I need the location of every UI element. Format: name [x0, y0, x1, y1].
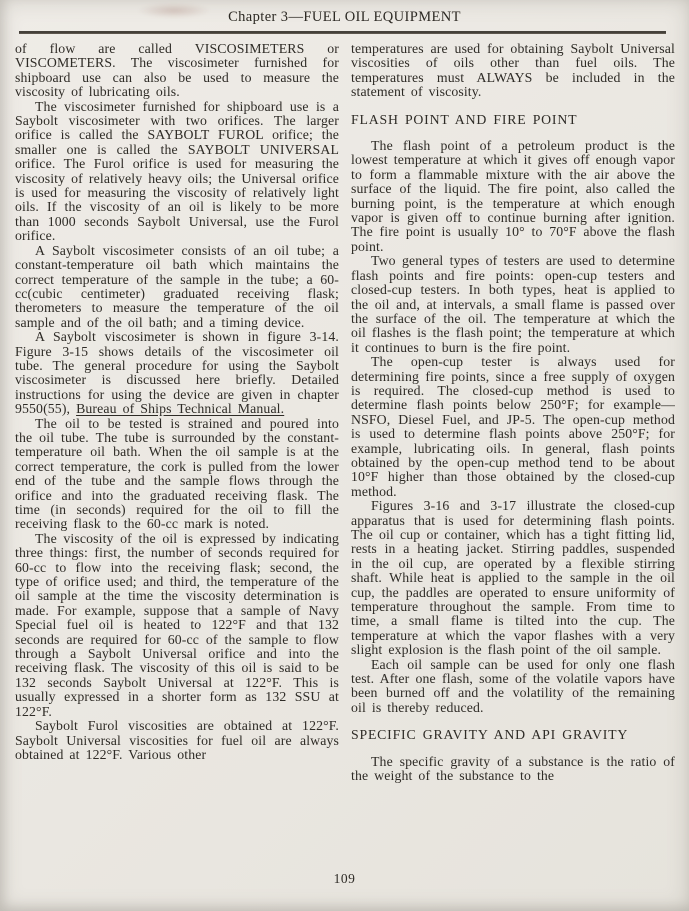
paragraph	[351, 355, 675, 499]
paragraph	[15, 244, 339, 330]
paragraph	[351, 755, 675, 784]
text-segment: Each oil sample can be used for only one flash test. After one flash, some of the volatile vapors have been burned off and the volatility of the remaining oil is thereby reduced.	[351, 656, 675, 715]
page-number: 109	[333, 871, 356, 886]
paragraph	[15, 719, 339, 762]
paragraph	[351, 254, 675, 355]
text-segment: The oil to be tested is strained and poured into the oil tube. The tube is surrounded by the constant-temperature oil bath. When the oil sample is at the correct temperature, the cork is pulled from the lower end of the tube and the sample flows through the orifice and into the graduated receiving flask. The time (in seconds) required for the oil to fill the receiving flask to the 60-cc mark is noted.	[15, 415, 339, 532]
section-heading: FLASH POINT AND FIRE POINT	[351, 111, 578, 127]
text-segment: A Saybolt viscosimeter consists of an oil tube; a constant-temperature oil bath which maintains the correct temperature of the sample in the tube; a 60-cc(cubic centimeter) graduated receiving flask; therometers to measure the temperature of the oil sample and of the oil bath; and a timing device.	[15, 242, 339, 330]
paragraph	[15, 330, 339, 416]
text-segment: The viscosity of the oil is expressed by indicating three things: first, the number of seconds required for 60-cc to flow into the receiving flask; second, the type of orifice used; and third, the temperature of the oil sample at the time the viscosity determination is made. For example, suppose that a sample of Navy Special fuel oil is heated to 122°F and that 132 seconds are required for 60-cc of the sample to flow through a Saybolt Universal orifice and into the receiving flask. The viscosity of this oil is said to be 132 seconds Saybolt Universal at 122°F. This is usually expressed in a shorter form as 132 SSU at 122°F.	[15, 530, 339, 719]
text-segment: of flow are called VISCOSIMETERS or VISCOMETERS. The viscosimeter furnished for shipboard use can also be used to measure the viscosity of lubricating oils.	[15, 41, 339, 100]
text-segment: The flash point of a petroleum product is the lowest temperature at which it gives off enough vapor to form a flammable mixture with the air above the surface of the liquid. The fire point, also called the burning point, is the temperature at which enough vapor is given off to continue burning after ignition. The fire point is usually 10° to 70°F above the flash point.	[351, 138, 675, 254]
left-column	[15, 42, 339, 784]
header-divider	[19, 31, 666, 34]
text-segment: The viscosimeter furnished for shipboard use is a Saybolt viscosimeter with two orifices. The larger orifice is called the SAYBOLT FUROL orifice; the smaller one is called the SAYBOLT UNIVERSAL orifice. The Furol orifice is used for measuring the viscosity of relatively heavy oils; the Universal orifice is used for measuring the viscosity of relatively light oils. If the viscosity of an oil is likely to be more than 1000 seconds Saybolt Universal, use the Furol orifice.	[15, 98, 339, 244]
paragraph	[15, 532, 339, 719]
text-segment: The specific gravity of a substance is the ratio of the weight of the substance to the	[351, 753, 675, 784]
paragraph	[351, 42, 675, 100]
two-column-text-body	[15, 42, 675, 784]
text-segment: Saybolt Furol viscosities are obtained at 122°F. Saybolt Universal viscosities for fuel oil are always obtained at 122°F. Various other	[15, 718, 339, 762]
paragraph	[351, 658, 675, 716]
text-segment: Two general types of testers are used to determine flash points and fire points: open-cup testers and closed-cup testers. In both types, heat is applied to the oil and, at intervals, a small flame is passed over the surface of the oil. The temperature at which the oil flashes is the flash point; the temperature at which it continues to burn is the fire point.	[351, 253, 675, 355]
paragraph	[15, 417, 339, 532]
right-column	[351, 42, 675, 784]
text-segment: temperatures are used for obtaining Saybolt Universal viscosities of oils other than fuel oils. The temperatures must ALWAYS be included in the statement of viscosity.	[351, 41, 675, 100]
text-segment: Figures 3-16 and 3-17 illustrate the closed-cup apparatus that is used for determining flash points. The oil cup or container, which has a tight fitting lid, rests in a heating jacket. Stirring paddles, suspended in the oil cup, are operated by a flexible stirring shaft. While heat is applied to the sample in the oil cup, the paddles are operated to ensure uniformity of temperature throughout the sample. From time to time, a small flame is tilted into the cup. The temperature at which the vapor flashes with a very slight explosion is the flash point of the oil sample.	[351, 498, 675, 658]
paragraph	[351, 499, 675, 657]
underlined-manual-reference: Bureau of Ships Technical Manual.	[76, 401, 285, 417]
chapter-header: Chapter 3—FUEL OIL EQUIPMENT	[228, 9, 461, 25]
text-segment: The open-cup tester is always used for determining fire points, since a free supply of oxygen is required. The closed-cup method is used to determine flash points below 250°F; for example—NSFO, Diesel Fuel, and JP-5. The open-cup method is used to determine flash points above 250°F; for example, lubricating oils. In general, flash points obtained by the open-cup method tend to be about 10°F higher than those obtained by the closed-cup method.	[351, 354, 675, 499]
paragraph	[15, 100, 339, 244]
paragraph	[15, 42, 339, 100]
paragraph	[351, 139, 675, 254]
section-heading: SPECIFIC GRAVITY AND API GRAVITY	[351, 727, 629, 743]
text-segment: A Saybolt viscosimeter is shown in figure 3-14. Figure 3-15 shows details of the viscosimeter oil tube. The general procedure for using the Saybolt viscosimeter is discussed here briefly. Detailed instructions for using the device are given in chapter 9550(55),	[15, 329, 339, 417]
